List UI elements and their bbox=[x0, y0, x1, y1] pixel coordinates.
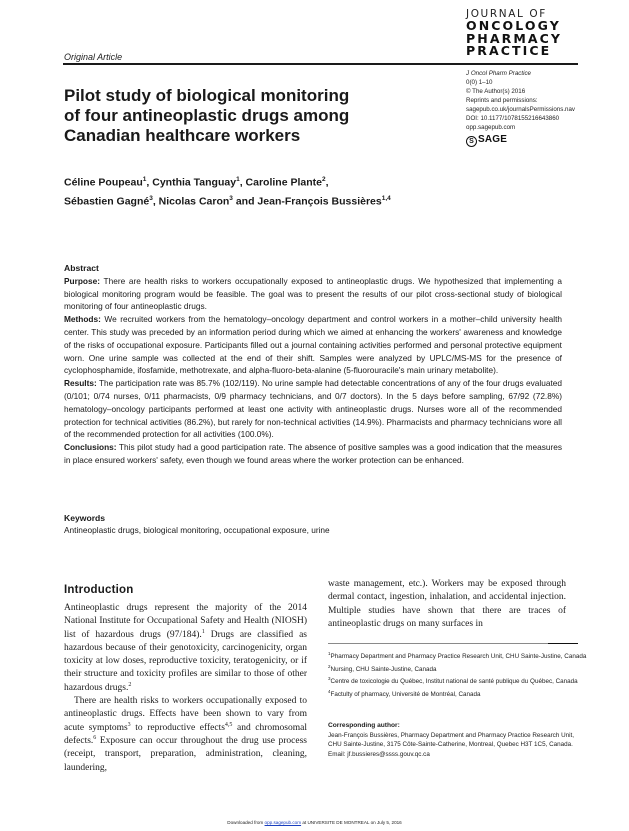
conclusions-text: This pilot study had a good participation rate. The absence of positive samples was a good indication that the measures in place ensured workers' safety, even though we found areas where the worker protection can be enhanced. bbox=[64, 442, 562, 465]
author-separator: , bbox=[325, 176, 329, 189]
reprints-link[interactable]: sagepub.co.uk/journalsPermissions.nav bbox=[466, 106, 576, 113]
intro-text: to reproductive effects bbox=[130, 722, 225, 733]
abstract-results bbox=[64, 377, 562, 441]
corresponding-author bbox=[328, 721, 588, 759]
author-affiliation: 3 bbox=[149, 194, 153, 202]
intro-text: Antineoplastic drugs represent the majority of the 2014 National Institute for Occupational Safety and Health (NIOSH) list of hazardous drugs (97/184). bbox=[64, 603, 307, 640]
author-separator: and bbox=[232, 195, 258, 207]
abstract-heading: Abstract bbox=[64, 263, 99, 273]
affiliation-text: Pharmacy Department and Pharmacy Practice Research Unit, CHU Sainte-Justine, Canada bbox=[330, 653, 587, 661]
affiliation-item bbox=[328, 687, 588, 700]
intro-paragraph-2 bbox=[64, 695, 307, 775]
sage-logo-text: SAGE bbox=[478, 134, 508, 145]
methods-label: Methods: bbox=[64, 314, 101, 325]
author-separator: , bbox=[239, 176, 246, 189]
affiliations bbox=[328, 649, 588, 700]
conclusions-label: Conclusions: bbox=[64, 442, 117, 453]
keywords-heading: Keywords bbox=[64, 513, 106, 523]
introduction-right-column bbox=[328, 578, 566, 631]
journal-abbreviation: J Oncol Pharm Practice bbox=[466, 70, 531, 77]
citation-ref[interactable]: 1 bbox=[201, 628, 205, 635]
header-rule bbox=[63, 63, 578, 65]
intro-text: and chromosomal defects. bbox=[64, 722, 307, 746]
affiliation-item bbox=[328, 674, 588, 687]
author-line bbox=[64, 172, 484, 191]
footnote-rule bbox=[328, 643, 548, 644]
affiliation-number: 1 bbox=[328, 651, 331, 656]
author-name[interactable]: Jean-François Bussières bbox=[257, 195, 382, 207]
title-line: Pilot study of biological monitoring bbox=[64, 86, 350, 105]
doi[interactable]: DOI: 10.1177/1078155216643860 bbox=[466, 115, 560, 122]
introduction-heading: Introduction bbox=[64, 584, 134, 596]
journal-brand bbox=[466, 8, 606, 58]
citation-ref[interactable]: 3 bbox=[127, 721, 131, 728]
author-separator: , bbox=[152, 195, 159, 207]
download-note bbox=[0, 820, 629, 825]
journal-meta bbox=[466, 69, 626, 147]
results-label: Results: bbox=[64, 378, 97, 389]
author-list bbox=[64, 172, 484, 209]
methods-text: We recruited workers from the hematology–oncology department and control workers in a mother–child university health center. This study was preceded by an information period during which we aimed at enhancing the workers' awareness and knowledge of the risks of occupational exposure. Participants filled out a journal containing activities performed and personal protective equipment worn. One urine sample was collected at the end of their shift. Samples were analyzed by UPLC/MS-MS for the presence of cyclophosphamide, ifosfamide, methotrexate, and alpha-fluoro-beta-alanine (5-fluorouracile's main urinary metabolite). bbox=[64, 314, 562, 376]
affiliation-number: 4 bbox=[328, 689, 331, 695]
author-affiliation: 2 bbox=[321, 176, 326, 183]
sage-logo-icon: S bbox=[466, 136, 477, 147]
results-text: The participation rate was 85.7% (102/119). No urine sample had detectable concentrations of any of the four drugs evaluated (0/101; 0/74 nurses, 0/11 pharmacists, 0/9 pharmacy technicians, and 0/7 doctors). In the 5 days before sampling, 67/92 (72.8%) hematology–oncology participants performed at least one activity with antineoplastic drugs. Nurses wore all of the recommended protection for technical activities (86.2%), but rarely for non-technical activities (14.9%). Pharmacists and pharmacy technicians wore all of the recommended protection for all activities (100.0%). bbox=[64, 378, 562, 440]
article-type: Original Article bbox=[64, 52, 123, 62]
author-name[interactable]: Sébastien Gagné bbox=[64, 195, 150, 207]
corresponding-heading: Corresponding author: bbox=[328, 722, 400, 729]
author-affiliation: 1 bbox=[236, 176, 240, 183]
article-title bbox=[64, 86, 424, 146]
title-line: of four antineoplastic drugs among bbox=[64, 106, 350, 125]
author-name[interactable]: Cynthia Tanguay bbox=[152, 176, 237, 189]
purpose-label: Purpose: bbox=[64, 275, 100, 286]
keywords-list: Antineoplastic drugs, biological monitoring, occupational exposure, urine bbox=[64, 525, 330, 535]
journal-volume: 0(0) 1–10 bbox=[466, 79, 493, 86]
download-prefix: Downloaded from bbox=[227, 820, 265, 825]
author-name[interactable]: Céline Poupeau bbox=[64, 176, 143, 189]
citation-ref[interactable]: 6 bbox=[93, 734, 97, 741]
affiliation-number: 2 bbox=[328, 663, 331, 669]
keywords bbox=[64, 512, 562, 536]
reprints-label: Reprints and permissions: bbox=[466, 97, 538, 104]
intro-text: There are health risks to workers occupationally exposed to antineoplastic drugs. Effects have been shown to vary from acute symptoms bbox=[64, 696, 307, 733]
author-name[interactable]: Caroline Plante bbox=[245, 176, 322, 189]
corresponding-email-line bbox=[328, 750, 588, 760]
author-affiliation: 1,4 bbox=[381, 194, 391, 202]
author-name[interactable]: Nicolas Caron bbox=[158, 195, 230, 207]
citation-ref[interactable]: 2 bbox=[128, 681, 132, 688]
author-separator: , bbox=[146, 176, 153, 189]
journal-brand-line3: PHARMACY bbox=[466, 30, 563, 46]
author-affiliation: 3 bbox=[229, 194, 233, 202]
journal-website[interactable]: opp.sagepub.com bbox=[466, 124, 516, 131]
abstract-purpose bbox=[64, 275, 562, 313]
citation-ref[interactable]: 4,5 bbox=[224, 721, 233, 728]
download-source-link[interactable]: opp.sagepub.com bbox=[264, 820, 302, 825]
journal-brand-line4: PRACTICE bbox=[466, 43, 552, 58]
author-affiliation: 1 bbox=[142, 176, 147, 183]
abstract-conclusions bbox=[64, 441, 562, 467]
abstract-methods bbox=[64, 313, 562, 377]
intro-text: Exposure can occur throughout the drug use process (receipt, transport, preparation, administration, cleaning, laundering, bbox=[64, 735, 307, 773]
intro-paragraph-1 bbox=[64, 602, 307, 695]
intro-text: Drugs are classified as hazardous because of their genotoxicity, carcinogenicity, organ toxicity at low doses, reproductive toxicity, teratogenicity, or if their structure and toxicity profiles are similar to those of other hazardous drugs. bbox=[64, 629, 307, 693]
corresponding-address: Jean-François Bussières, Pharmacy Department and Pharmacy Practice Research Unit, CHU Sainte-Justine, 3175 Côte-Sainte-Catherine, Montreal, Quebec H3T 1C5, Canada. bbox=[328, 731, 575, 749]
intro-paragraph-continued: waste management, etc.). Workers may be exposed through dermal contact, ingestion, inhalation, and accidental injection. Multiple studies have shown that there are traces of antineoplastic drugs on many surfaces in bbox=[328, 579, 566, 629]
email-link[interactable]: jf.bussieres@ssss.gouv.qc.ca bbox=[347, 750, 430, 758]
introduction-left-column bbox=[64, 602, 307, 775]
author-line bbox=[64, 191, 484, 210]
download-suffix: at UNIVERSITE DE MONTREAL on July 5, 2016 bbox=[301, 820, 402, 825]
journal-brand-line1: JOURNAL OF bbox=[466, 8, 547, 20]
affiliation-number: 3 bbox=[328, 676, 331, 682]
sage-logo bbox=[466, 134, 626, 147]
footnote-rule-accent bbox=[548, 643, 578, 644]
purpose-text: There are health risks to workers occupationally exposed to antineoplastic drugs. We hypothesized that implementing a biological monitoring program would be feasible. The goal was to present the results of our pilot cross-sectional study of biological monitoring of four antineoplastic drugs. bbox=[64, 275, 562, 312]
affiliation-text: Centre de toxicologie du Québec, Institut national de santé publique du Québec, Canada bbox=[330, 678, 578, 686]
abstract bbox=[64, 262, 562, 467]
copyright: © The Author(s) 2016 bbox=[466, 88, 526, 95]
affiliation-item bbox=[328, 662, 588, 675]
affiliation-text: Factulty of pharmacy, Université de Montréal, Canada bbox=[330, 691, 481, 699]
affiliation-text: Nursing, CHU Sainte-Justine, Canada bbox=[330, 665, 437, 673]
journal-brand-line2: ONCOLOGY bbox=[466, 18, 561, 33]
email-label: Email: bbox=[328, 750, 348, 758]
title-line: Canadian healthcare workers bbox=[64, 126, 301, 145]
affiliation-item bbox=[328, 649, 588, 662]
